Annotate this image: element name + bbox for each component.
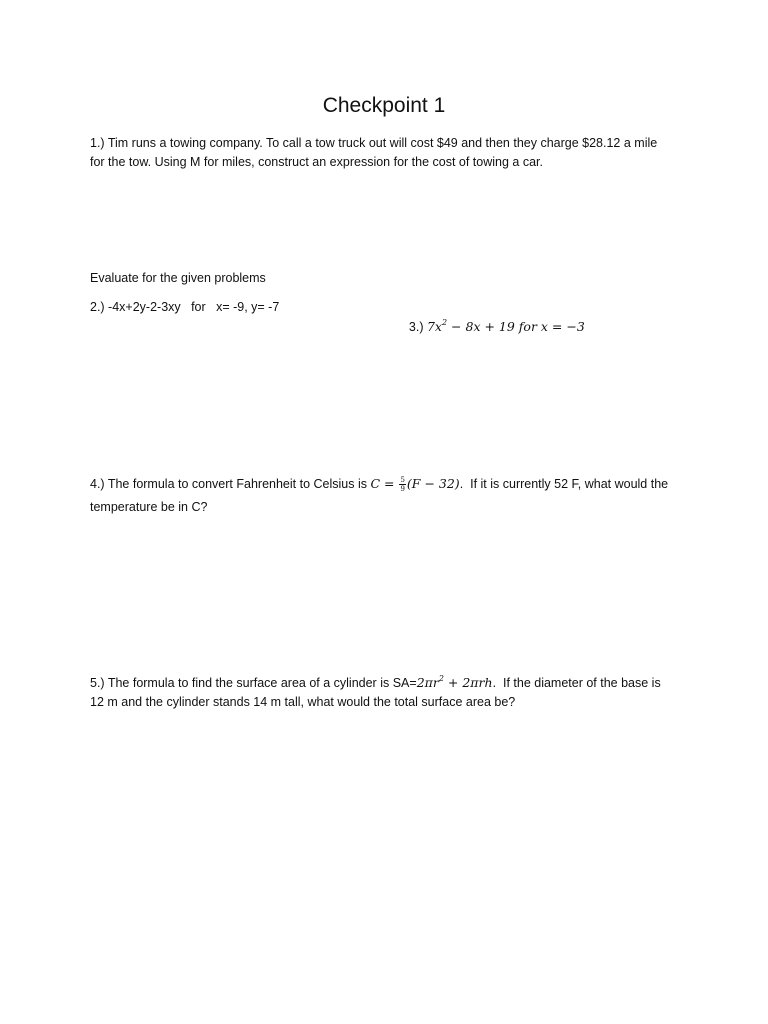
- question-1: [90, 134, 690, 172]
- question-5-term-2: + 2πrh: [443, 675, 493, 690]
- question-4: [90, 474, 700, 517]
- question-4-line-1: [90, 474, 700, 494]
- question-5-line-1: [90, 673, 700, 693]
- question-5-line-2: 12 m and the cylinder stands 14 m tall, what would the total surface area be?: [90, 695, 516, 709]
- question-4-line-2: temperature be in C?: [90, 500, 208, 514]
- question-5-term-1: 2πr: [416, 675, 439, 690]
- question-3-exponent: 2: [441, 317, 448, 327]
- question-3-expression: [427, 319, 585, 334]
- question-1-line-1: 1.) Tim runs a towing company. To call a tow truck out will cost $49 and then they charge $28.12 a mile: [90, 136, 658, 150]
- question-4-fraction: [399, 476, 405, 493]
- question-5-exponent: 2: [438, 673, 444, 683]
- question-3-term: 7x: [426, 319, 442, 334]
- question-3-label: 3.): [408, 320, 427, 334]
- question-3: [395, 298, 585, 356]
- page-title: Checkpoint 1: [322, 94, 446, 117]
- question-2: 2.) -4x+2y-2-3xy for x= -9, y= -7: [90, 300, 280, 314]
- question-5-intro: 5.) The formula to find the surface area of a cylinder is SA=: [90, 676, 417, 690]
- question-4-rest: . If it is currently 52 F, what would the: [459, 477, 669, 491]
- question-1-line-2: for the tow. Using M for miles, construct an expression for the cost of towing a car.: [90, 155, 543, 169]
- section-heading: Evaluate for the given problems: [90, 271, 266, 285]
- question-4-intro: 4.) The formula to convert Fahrenheit to Celsius is: [90, 477, 371, 491]
- fraction-numerator: 5: [400, 476, 405, 485]
- question-5: [90, 673, 700, 712]
- question-3-rest: − 8x + 19 for x = −3: [447, 319, 585, 334]
- fraction-denominator: 9: [400, 485, 405, 494]
- question-4-parenthesis: (F − 32): [406, 476, 460, 491]
- question-4-c-equals: C =: [370, 476, 399, 491]
- question-5-rest: . If the diameter of the base is: [492, 676, 661, 690]
- question-5-formula: [417, 675, 493, 690]
